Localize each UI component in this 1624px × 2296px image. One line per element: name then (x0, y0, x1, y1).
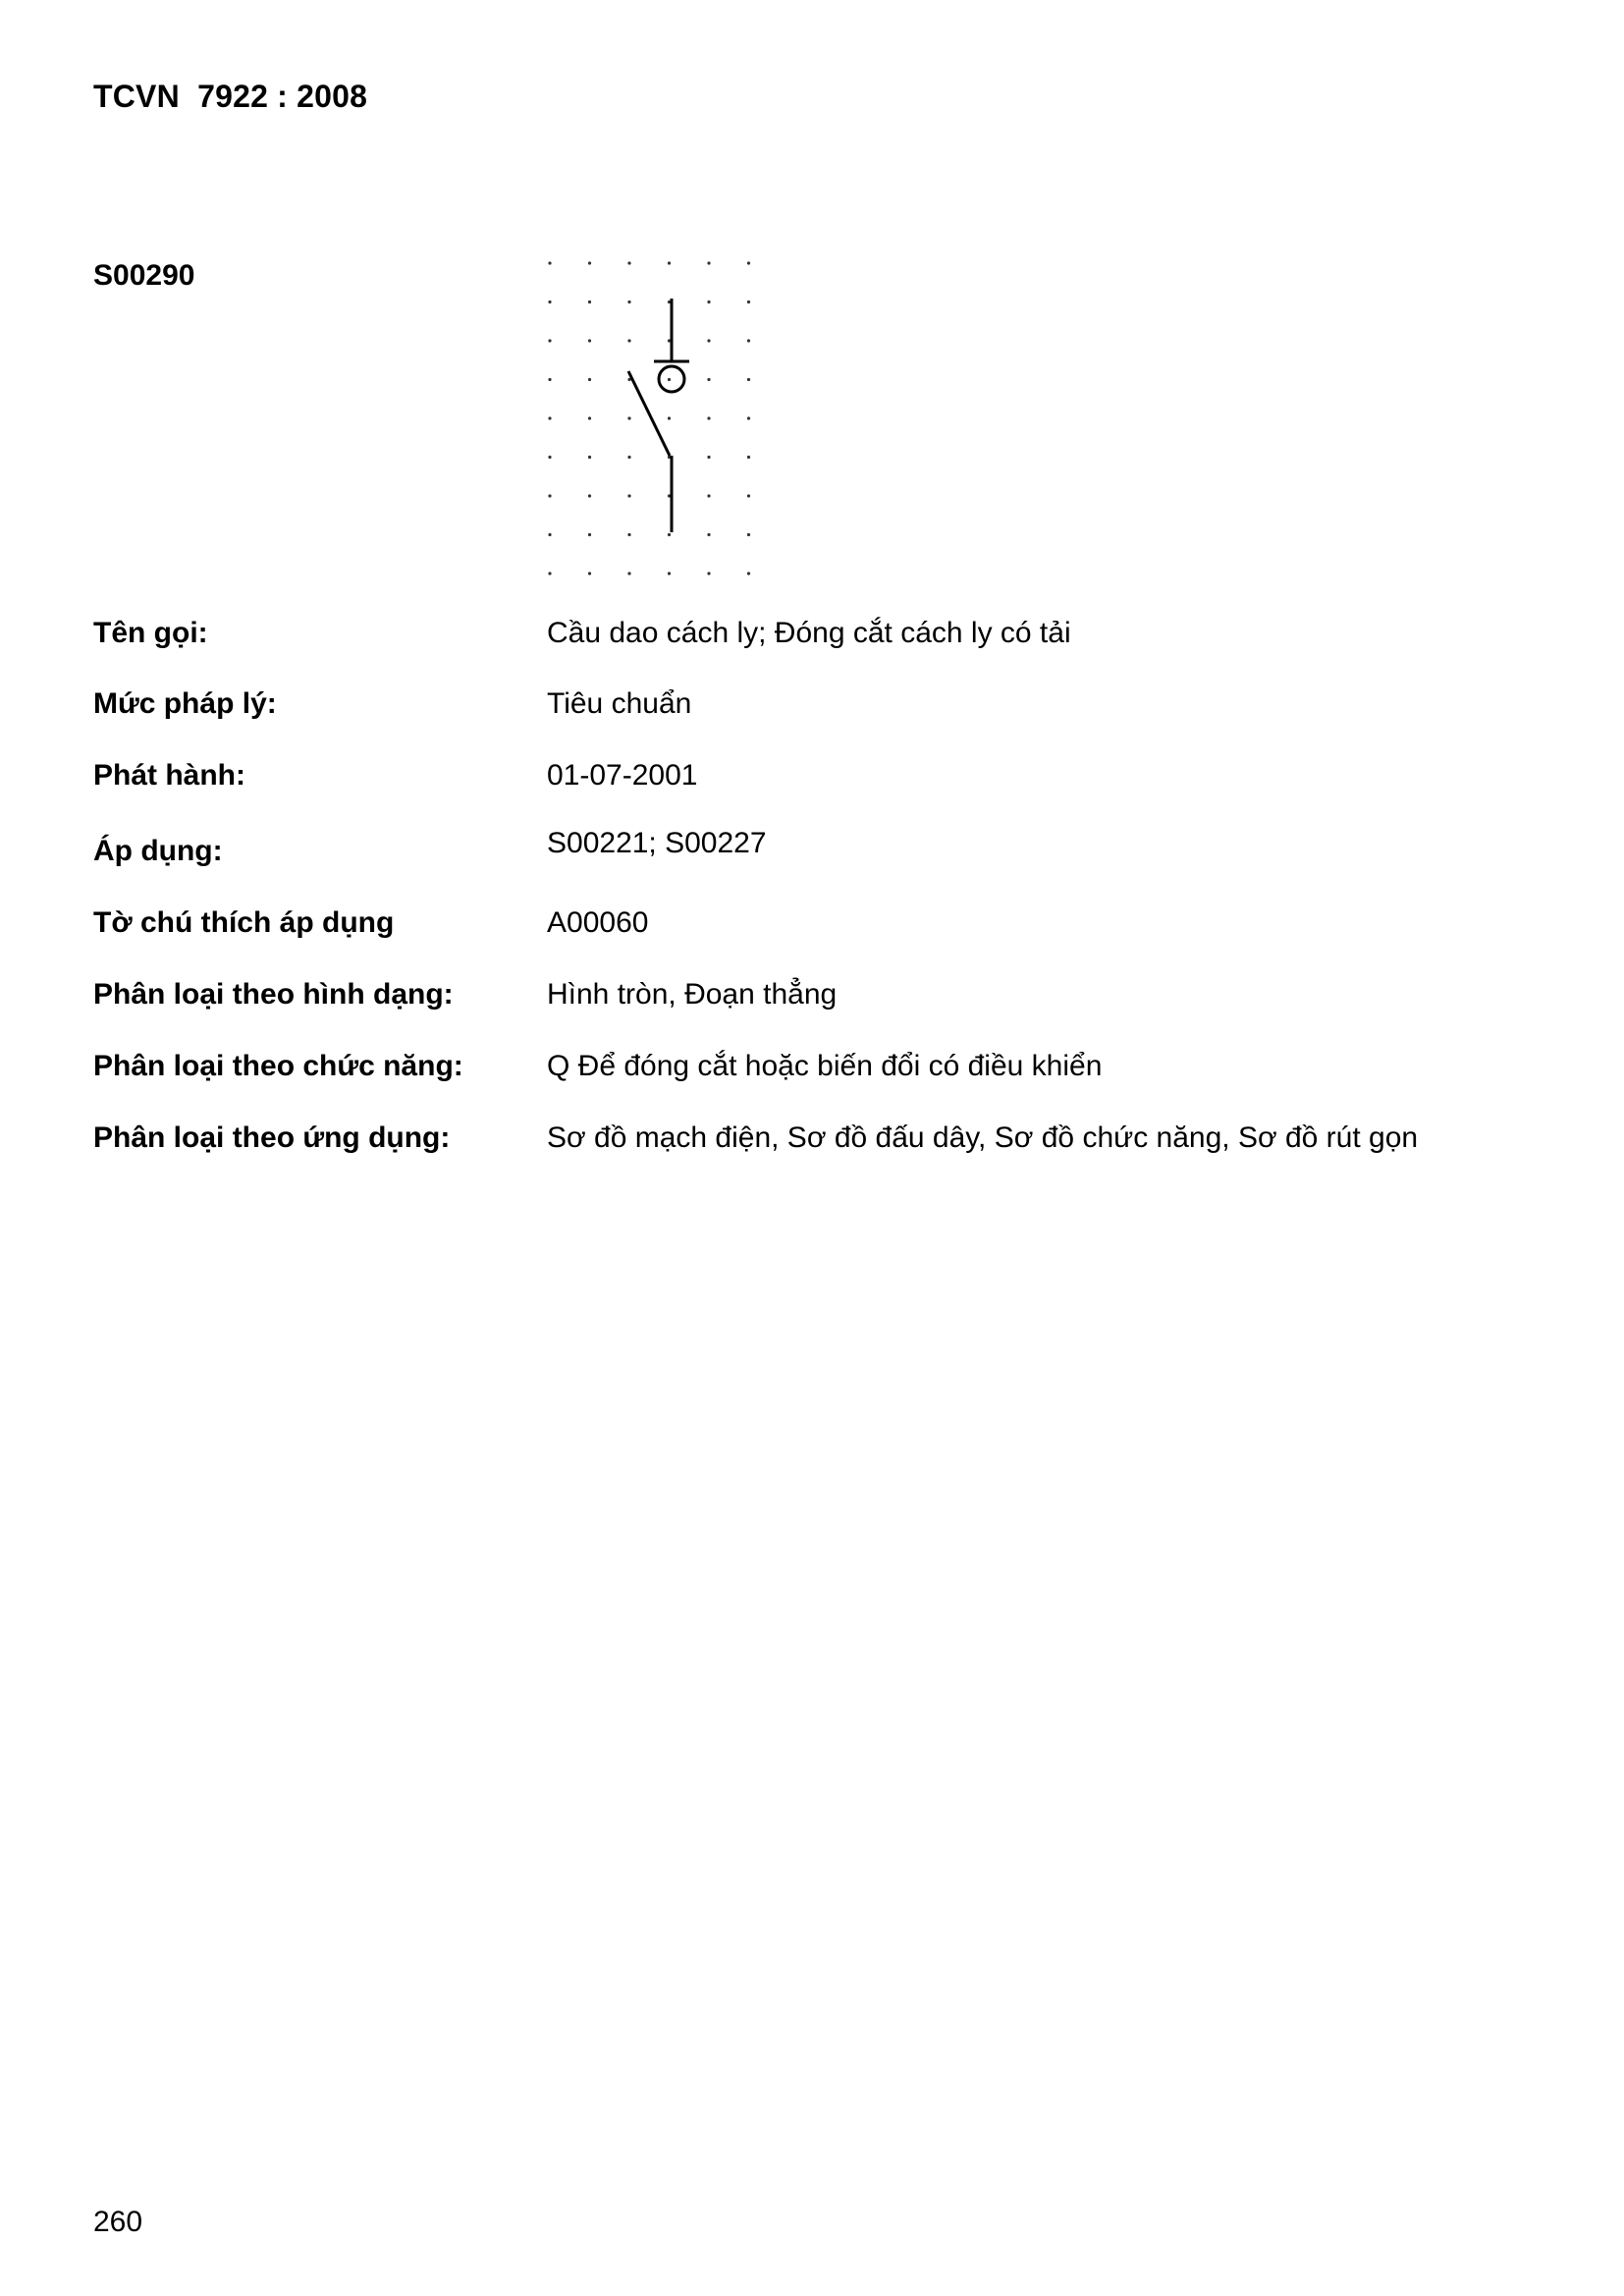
grid-dot (627, 261, 630, 264)
grid-dot (627, 456, 630, 459)
field-label: Mức pháp lý: (93, 687, 277, 720)
grid-dot (548, 339, 551, 342)
grid-dot (588, 572, 591, 574)
symbol-code: S00290 (93, 259, 195, 292)
field-label: Tên gọi: (93, 617, 208, 649)
field-label: Tờ chú thích áp dụng (93, 906, 395, 939)
grid-dot (627, 339, 630, 342)
grid-dot (548, 572, 551, 574)
grid-dot (707, 494, 710, 497)
field-value: Cầu dao cách ly; Đóng cắt cách ly có tải (547, 617, 1071, 649)
field-value: Q Để đóng cắt hoặc biến đổi có điều khiển (547, 1050, 1103, 1082)
field-value: Tiêu chuẩn (547, 687, 692, 720)
grid-dot (707, 261, 710, 264)
grid-dot (707, 416, 710, 419)
grid-dot (707, 456, 710, 459)
grid-dot (668, 378, 671, 381)
grid-dot (707, 572, 710, 574)
grid-dot (588, 339, 591, 342)
grid-dot (747, 494, 750, 497)
document-header-title: TCVN 7922 : 2008 (93, 79, 368, 114)
grid-dot (747, 416, 750, 419)
grid-dot (548, 301, 551, 303)
grid-dot (747, 456, 750, 459)
symbol-dot-grid (548, 261, 750, 574)
grid-dot (548, 416, 551, 419)
grid-dot (588, 416, 591, 419)
field-label: Phân loại theo hình dạng: (93, 978, 454, 1011)
grid-dot (548, 533, 551, 536)
grid-dot (668, 533, 671, 536)
field-value: A00060 (547, 906, 649, 939)
page-number: 260 (93, 2206, 143, 2238)
grid-dot (627, 301, 630, 303)
grid-dot (627, 533, 630, 536)
grid-dot (588, 494, 591, 497)
grid-dot (747, 339, 750, 342)
disconnector-switch-symbol-icon (538, 251, 764, 585)
grid-dot (588, 533, 591, 536)
grid-dot (668, 261, 671, 264)
grid-dot (707, 301, 710, 303)
grid-dot (668, 416, 671, 419)
field-value: Sơ đồ mạch điện, Sơ đồ đấu dây, Sơ đồ chức năng, Sơ đồ rút gọn (547, 1121, 1419, 1154)
grid-dot (747, 301, 750, 303)
field-value: S00221; S00227 (547, 827, 767, 859)
field-label: Áp dụng: (93, 835, 223, 867)
grid-dot (627, 494, 630, 497)
grid-dot (707, 378, 710, 381)
grid-dot (548, 494, 551, 497)
grid-dot (588, 456, 591, 459)
field-label: Phân loại theo chức năng: (93, 1050, 463, 1082)
field-value: 01-07-2001 (547, 759, 698, 792)
grid-dot (627, 572, 630, 574)
field-value: Hình tròn, Đoạn thẳng (547, 978, 838, 1011)
grid-dot (668, 572, 671, 574)
grid-dot (627, 416, 630, 419)
grid-dot (707, 533, 710, 536)
grid-dot (747, 533, 750, 536)
grid-dot (588, 261, 591, 264)
grid-dot (707, 339, 710, 342)
field-label: Phát hành: (93, 759, 245, 792)
grid-dot (548, 456, 551, 459)
grid-dot (747, 261, 750, 264)
grid-dot (747, 378, 750, 381)
grid-dot (548, 378, 551, 381)
grid-dot (747, 572, 750, 574)
field-label: Phân loại theo ứng dụng: (93, 1121, 451, 1154)
switch-symbol-lines (628, 299, 689, 532)
grid-dot (588, 301, 591, 303)
grid-dot (548, 261, 551, 264)
grid-dot (588, 378, 591, 381)
